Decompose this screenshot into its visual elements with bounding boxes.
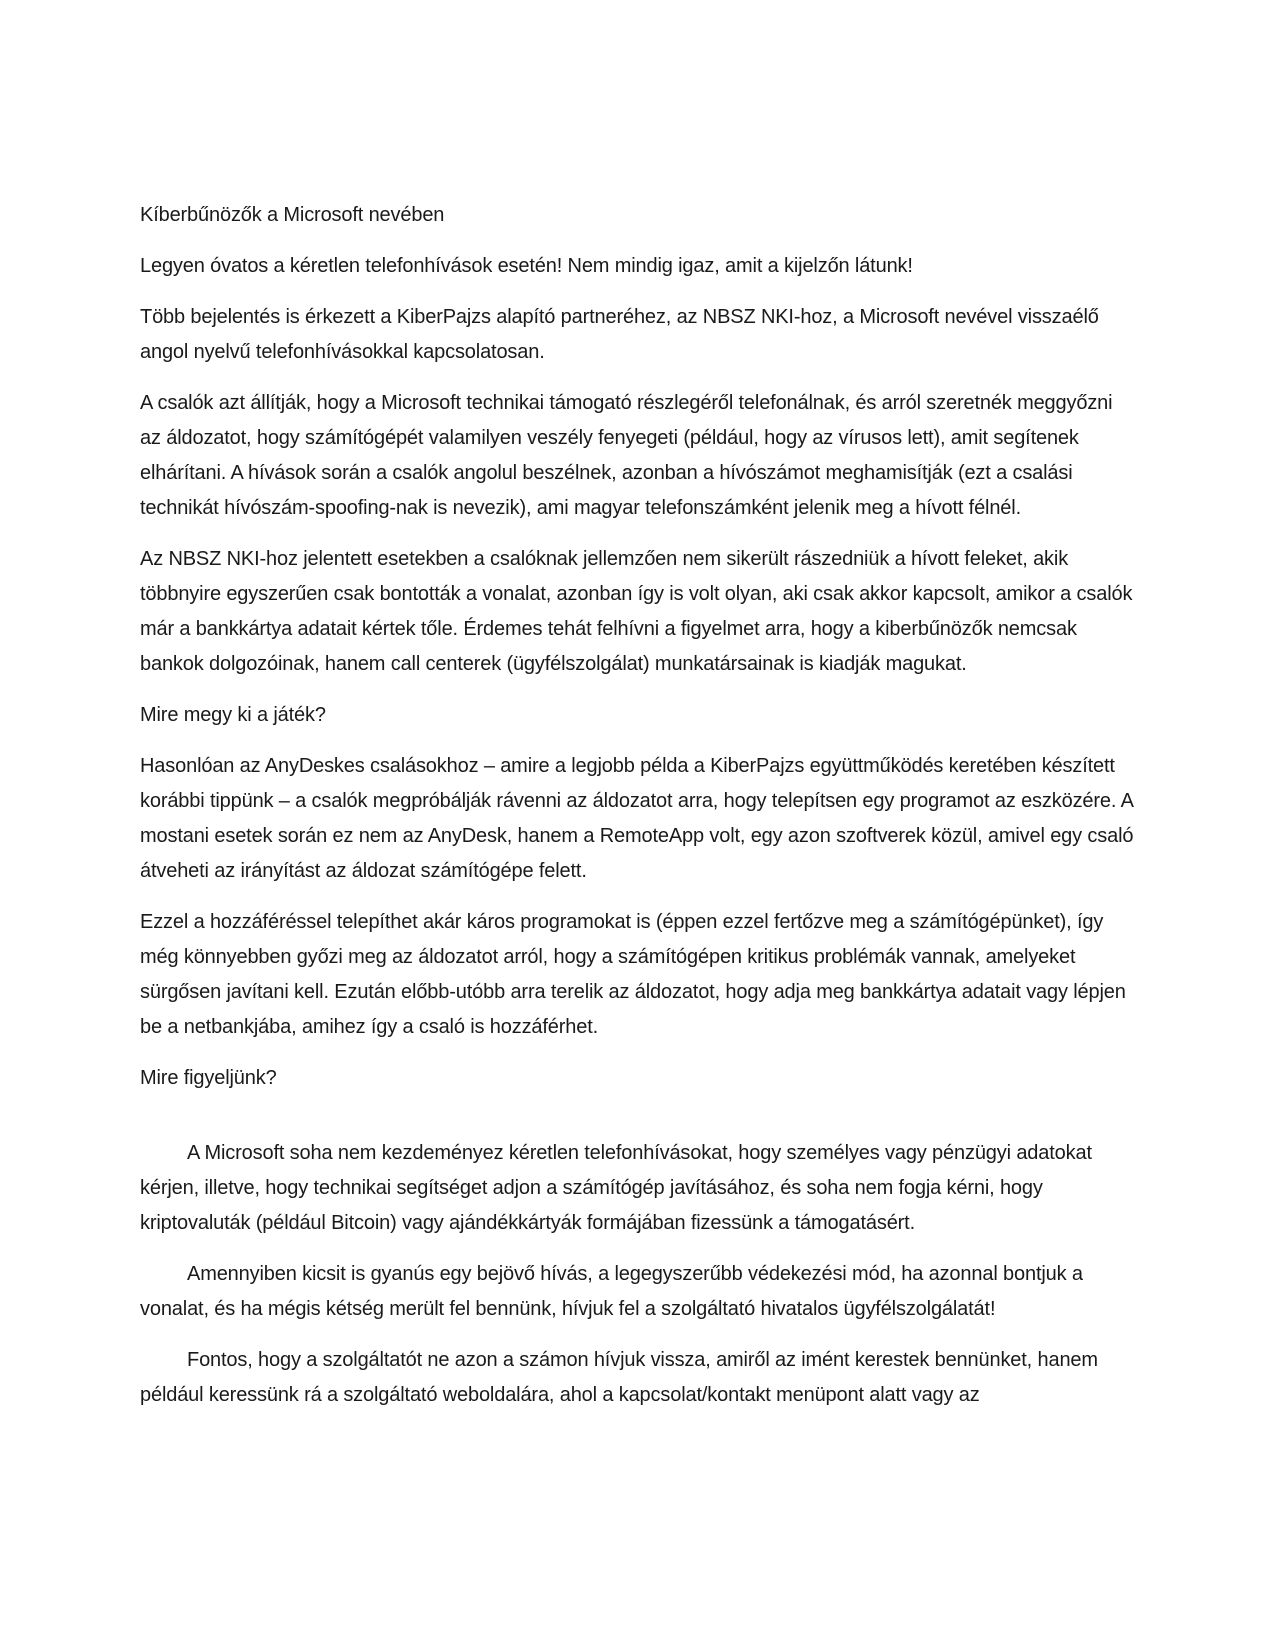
paragraph: A Microsoft soha nem kezdeményez kéretlen telefonhívásokat, hogy személyes vagy pénzügyi adatokat kérjen, illetve, hogy technikai segítséget adjon a számítógép javításához, és soha nem fogja kérni, hogy kriptovaluták (például Bitcoin) vagy ajándékkártyák formájában fizessünk a támogatásért. bbox=[140, 1142, 1092, 1234]
paragraph: Hasonlóan az AnyDeskes csalásokhoz – amire a legjobb példa a KiberPajzs együttműködés keretében készített korábbi tippünk – a csalók megpróbálják rávenni az áldozatot arra, hogy telepítsen egy programot az eszközére. A mostani esetek során ez nem az AnyDesk, hanem a RemoteApp volt, egy azon szoftverek közül, amivel egy csaló átveheti az irányítást az áldozat számítógépe felett. bbox=[140, 755, 1134, 882]
paragraph: Az NBSZ NKI-hoz jelentett esetekben a csalóknak jellemzően nem sikerült rászedniük a hívott feleket, akik többnyire egyszerűen csak bontották a vonalat, azonban így is volt olyan, aki csak akkor kapcsolt, amikor a csalók már a bankkártya adatait kértek tőle. Érdemes tehát felhívni a figyelmet arra, hogy a kiberbűnözők nemcsak bankok dolgozóinak, hanem call centerek (ügyfélszolgálat) munkatársainak is kiadják magukat. bbox=[140, 548, 1133, 675]
section-heading-question: Mire figyeljünk? bbox=[140, 1067, 277, 1089]
section-heading-question: Mire megy ki a játék? bbox=[140, 704, 326, 726]
paragraph-lede: Legyen óvatos a kéretlen telefonhívások esetén! Nem mindig igaz, amit a kijelzőn látunk! bbox=[140, 255, 913, 277]
paragraph: Amennyiben kicsit is gyanús egy bejövő hívás, a legegyszerűbb védekezési mód, ha azonnal bontjuk a vonalat, és ha mégis kétség merült fel bennünk, hívjuk fel a szolgáltató hivatalos ügyfélszolgálatát! bbox=[140, 1263, 1083, 1320]
paragraph: Ezzel a hozzáféréssel telepíthet akár káros programokat is (éppen ezzel fertőzve meg a számítógépünket), így még könnyebben győzi meg az áldozatot arról, hogy a számítógépen kritikus problémák vannak, amelyeket sürgősen javítani kell. Ezután előbb-utóbb arra terelik az áldozatot, hogy adja meg bankkártya adatait vagy lépjen be a netbankjába, amihez így a csaló is hozzáférhet. bbox=[140, 911, 1126, 1038]
paragraph: Több bejelentés is érkezett a KiberPajzs alapító partneréhez, az NBSZ NKI-hoz, a Microsoft nevével visszaélő angol nyelvű telefonhívásokkal kapcsolatosan. bbox=[140, 306, 1099, 363]
paragraph: A csalók azt állítják, hogy a Microsoft technikai támogató részlegéről telefonálnak, és arról szeretnék meggyőzni az áldozatot, hogy számítógépét valamilyen veszély fenyegeti (például, hogy az vírusos lett), amit segítenek elhárítani. A hívások során a csalók angolul beszélnek, azonban a hívószámot meghamisítják (ezt a csalási technikát hívószám-spoofing-nak is nevezik), ami magyar telefonszámként jelenik meg a hívott félnél. bbox=[140, 392, 1113, 519]
document-title: Kíberbűnözők a Microsoft nevében bbox=[140, 204, 445, 226]
paragraph-truncated: Fontos, hogy a szolgáltatót ne azon a számon hívjuk vissza, amiről az imént kerestek bennünket, hanem például keressünk rá a szolgáltató weboldalára, ahol a kapcsolat/kontakt menüpont alatt vagy az bbox=[140, 1349, 1098, 1406]
